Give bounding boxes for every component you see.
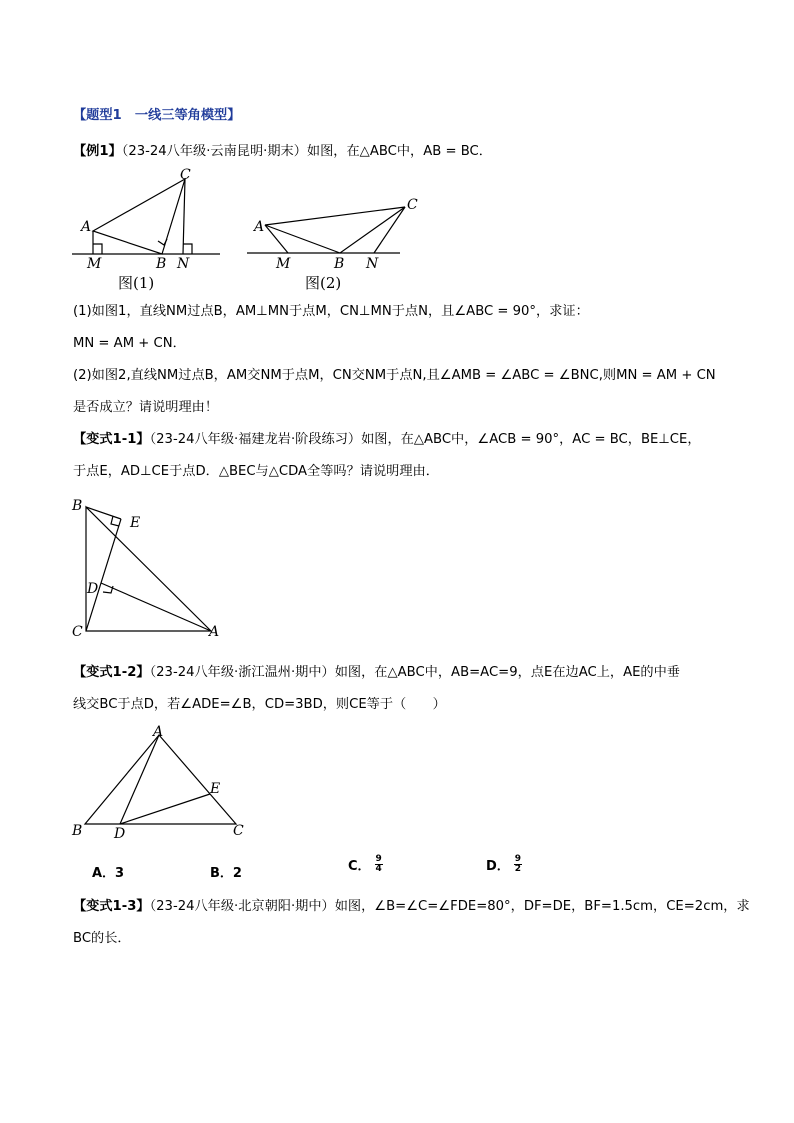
variant11-text1: 如图，在△ABC中，∠ACB = 90°，AC = BC，BE⊥CE， xyxy=(361,432,701,447)
fig1-point-m: M xyxy=(87,256,102,272)
option-b: B．2 xyxy=(210,866,242,881)
v11-point-b: B xyxy=(72,498,83,514)
v12-point-c: C xyxy=(233,823,244,839)
v12-point-a: A xyxy=(153,724,164,740)
v11-point-c: C xyxy=(72,624,83,640)
option-c-denominator: 4 xyxy=(375,864,382,874)
example1-part1-line1: (1)如图1，直线NM过点B，AM⊥MN于点M，CN⊥MN于点N，且∠ABC = 90°，求证： xyxy=(73,304,589,319)
v12-point-d: D xyxy=(114,826,126,842)
variant13-label: 【变式1-3】 xyxy=(73,899,150,914)
variant13-line1 xyxy=(73,898,750,916)
option-d-numerator: 9 xyxy=(514,854,522,864)
fig1-point-a: A xyxy=(81,219,92,235)
variant11-label: 【变式1-1】 xyxy=(73,432,150,447)
fig2-point-c: C xyxy=(407,197,418,213)
fig2-point-m: M xyxy=(276,256,291,272)
variant12-source: （23-24八年级·浙江温州·期中） xyxy=(149,665,335,680)
option-c-prefix: C． xyxy=(348,859,371,874)
option-c xyxy=(348,855,383,874)
option-d-fraction xyxy=(514,855,522,874)
example1-part2-line2: 是否成立？请说明理由！ xyxy=(73,400,219,415)
option-d xyxy=(486,855,522,874)
v11-point-e: E xyxy=(130,515,141,531)
variant13-source: （23-24八年级·北京朝阳·期中） xyxy=(149,899,335,914)
variant12-line1 xyxy=(73,664,680,682)
fig1-caption: 图(1) xyxy=(118,274,155,292)
option-d-prefix: D． xyxy=(486,859,510,874)
variant13-text1: 如图，∠B=∠C=∠FDE=80°，DF=DE，BF=1.5cm，CE=2cm，求 xyxy=(334,899,750,914)
fig2-caption: 图(2) xyxy=(305,274,342,292)
v11-point-d: D xyxy=(87,581,99,597)
fig1-point-b: B xyxy=(156,256,167,272)
variant12-label: 【变式1-2】 xyxy=(73,665,150,680)
fig1-point-c: C xyxy=(180,167,191,183)
option-c-fraction xyxy=(375,855,383,874)
variant11-line2: 于点E，AD⊥CE于点D．△BEC与△CDA全等吗？请说明理由． xyxy=(73,464,439,479)
variant11-line1 xyxy=(73,431,701,449)
fig2-point-b: B xyxy=(334,256,345,272)
example1-part1-line2: MN = AM + CN． xyxy=(73,336,186,351)
option-a: A．3 xyxy=(92,866,125,881)
fig2-point-n: N xyxy=(366,256,379,272)
v12-point-e: E xyxy=(210,781,221,797)
v12-point-b: B xyxy=(72,823,83,839)
variant11-figure xyxy=(68,495,238,645)
example1-part2-line1: (2)如图2,直线NM过点B，AM交NM于点M，CN交NM于点N,且∠AMB = ∠ABC = ∠BNC,则MN = AM + CN xyxy=(73,368,716,383)
example1-label: 【例1】 xyxy=(73,144,122,159)
option-d-denominator: 2 xyxy=(514,864,522,874)
example1-stem: 如图，在△ABC中，AB = BC． xyxy=(306,144,492,159)
example1-figure-2 xyxy=(245,190,425,315)
variant11-source: （23-24八年级·福建龙岩·阶段练习） xyxy=(149,432,362,447)
section-title: 【题型1 一线三等角模型】 xyxy=(73,108,241,123)
variant12-text1: 如图，在△ABC中，AB=AC=9，点E在边AC上，AE的中垂 xyxy=(334,665,680,680)
variant12-line2: 线交BC于点D，若∠ADE=∠B，CD=3BD，则CE等于（ ） xyxy=(73,697,446,712)
v11-point-a: A xyxy=(209,624,220,640)
variant13-line2: BC的长． xyxy=(73,931,131,946)
fig2-point-a: A xyxy=(254,219,265,235)
example1-stem-line xyxy=(73,143,492,161)
option-c-numerator: 9 xyxy=(375,854,382,864)
example1-figure-1 xyxy=(70,165,230,290)
fig1-point-n: N xyxy=(177,256,190,272)
example1-source: （23-24八年级·云南昆明·期末） xyxy=(121,144,307,159)
variant12-figure xyxy=(68,720,258,845)
